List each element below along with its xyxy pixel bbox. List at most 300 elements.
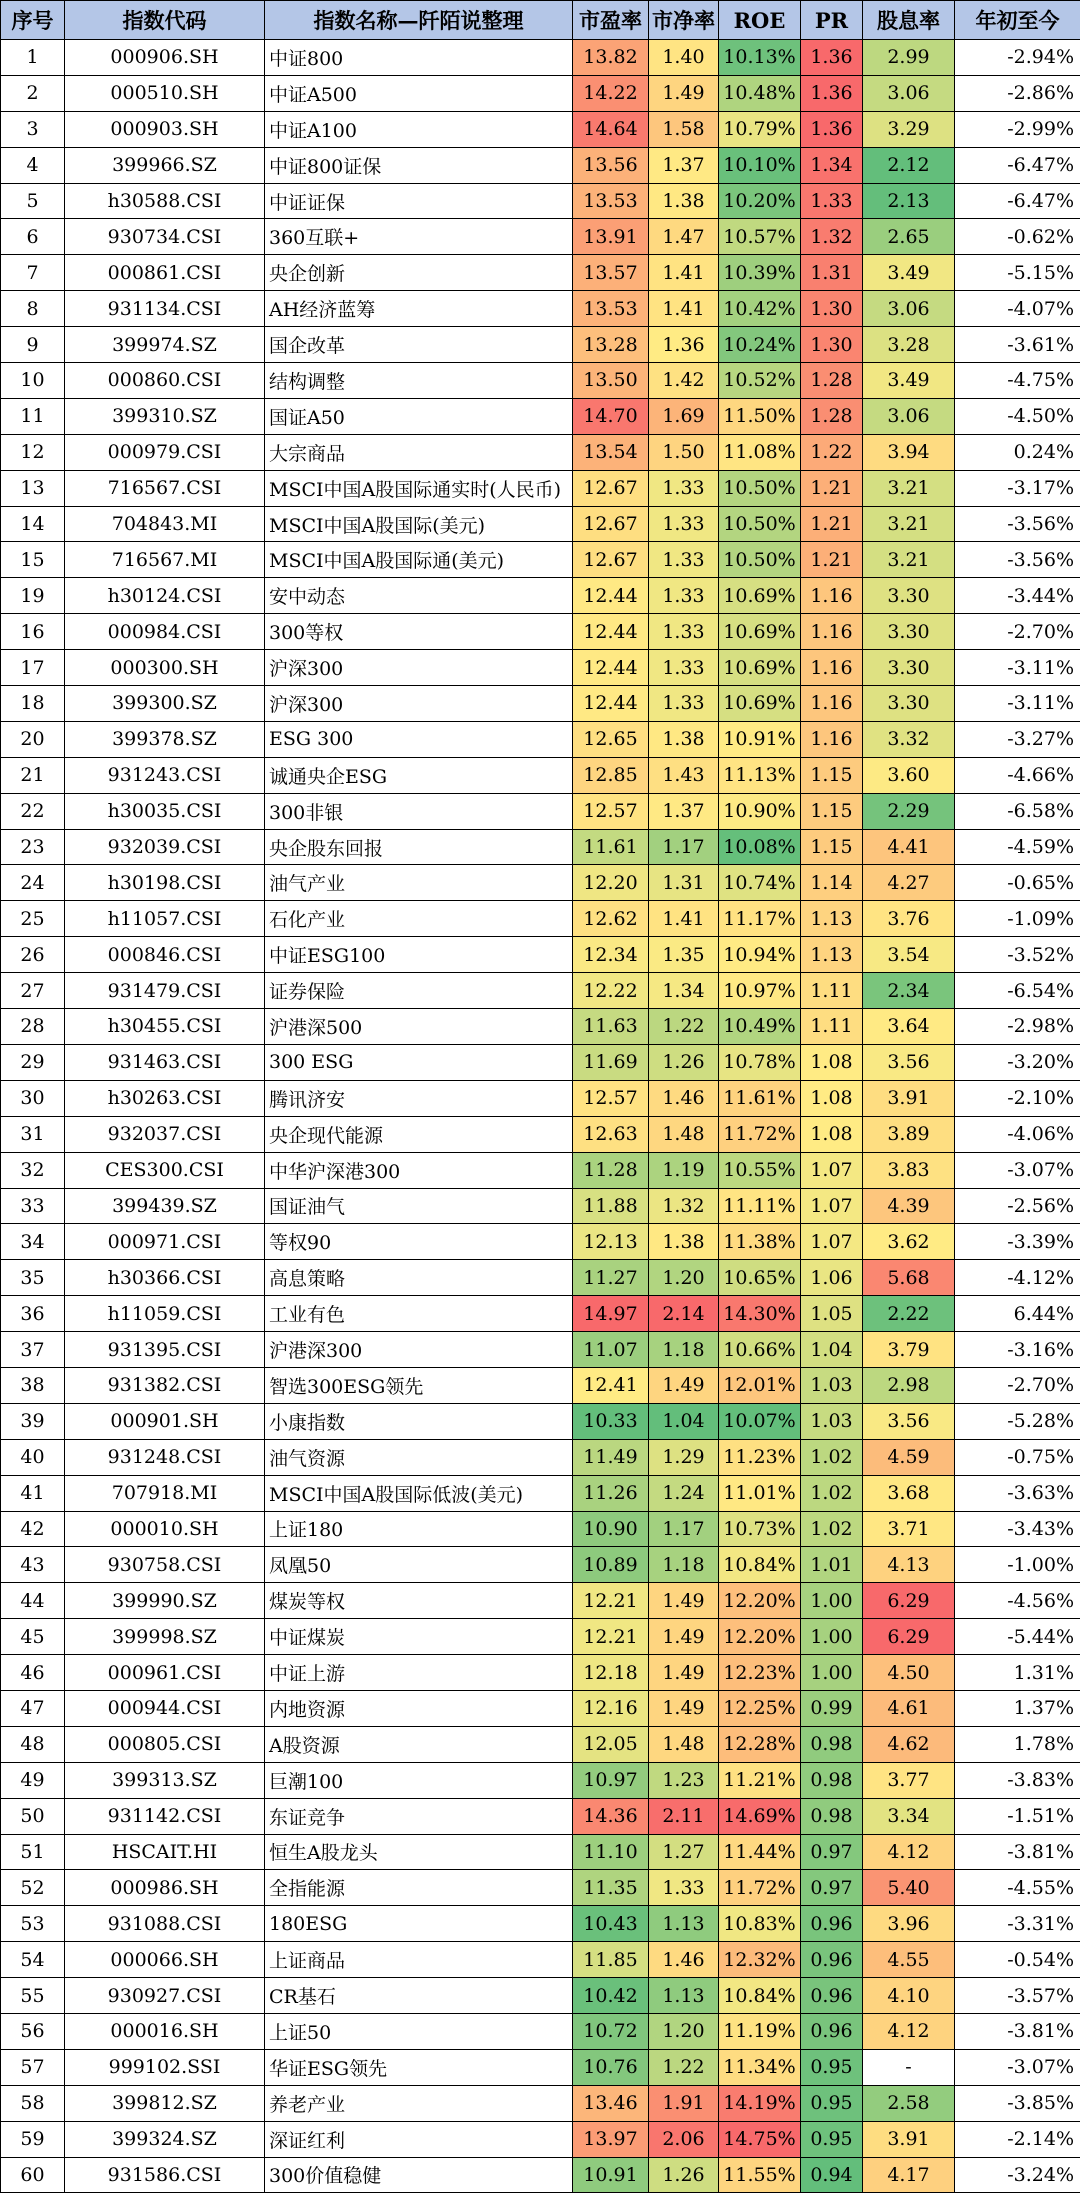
cell-dividend: 6.29 <box>863 1583 955 1619</box>
cell-name: 央企现代能源 <box>265 1116 573 1152</box>
header-pe: 市盈率 <box>573 1 649 40</box>
cell-ytd: -6.54% <box>955 973 1080 1009</box>
cell-dividend: 2.34 <box>863 973 955 1009</box>
cell-dividend: 3.21 <box>863 506 955 542</box>
cell-name: 恒生A股龙头 <box>265 1834 573 1870</box>
cell-pb: 1.33 <box>649 1870 719 1906</box>
cell-code: 399812.SZ <box>65 2085 265 2121</box>
cell-pe: 11.63 <box>573 1009 649 1045</box>
cell-dividend: 5.40 <box>863 1870 955 1906</box>
cell-pb: 1.19 <box>649 1152 719 1188</box>
cell-roe: 11.13% <box>719 757 801 793</box>
table-row <box>1 1583 1080 1619</box>
cell-pe: 13.56 <box>573 147 649 183</box>
cell-dividend: 3.21 <box>863 542 955 578</box>
cell-pr: 0.96 <box>801 1906 863 1942</box>
cell-pb: 1.41 <box>649 255 719 291</box>
cell-dividend: 3.91 <box>863 2121 955 2157</box>
cell-roe: 12.20% <box>719 1583 801 1619</box>
table-row <box>1 721 1080 757</box>
cell-ytd: -5.15% <box>955 255 1080 291</box>
cell-pr: 1.11 <box>801 973 863 1009</box>
table-row <box>1 1690 1080 1726</box>
cell-pr: 0.98 <box>801 1798 863 1834</box>
cell-name: 智选300ESG领先 <box>265 1367 573 1403</box>
cell-name: 中证800证保 <box>265 147 573 183</box>
cell-seq: 36 <box>1 1296 65 1332</box>
cell-dividend: 3.68 <box>863 1475 955 1511</box>
header-name: 指数名称—阡陌说整理 <box>265 1 573 40</box>
cell-seq: 22 <box>1 793 65 829</box>
cell-pb: 1.42 <box>649 363 719 399</box>
cell-name: ESG 300 <box>265 721 573 757</box>
cell-name: CR基石 <box>265 1978 573 2014</box>
cell-ytd: -4.50% <box>955 398 1080 434</box>
table-row <box>1 1798 1080 1834</box>
cell-dividend: 4.17 <box>863 2157 955 2193</box>
cell-name: 工业有色 <box>265 1296 573 1332</box>
cell-seq: 40 <box>1 1439 65 1475</box>
cell-pr: 1.16 <box>801 721 863 757</box>
cell-pe: 10.72 <box>573 2013 649 2049</box>
cell-code: 932039.CSI <box>65 829 265 865</box>
cell-code: 000971.CSI <box>65 1224 265 1260</box>
cell-ytd: -4.75% <box>955 363 1080 399</box>
cell-name: 央企股东回报 <box>265 829 573 865</box>
cell-ytd: -3.56% <box>955 506 1080 542</box>
cell-seq: 51 <box>1 1834 65 1870</box>
cell-dividend: 3.62 <box>863 1224 955 1260</box>
cell-ytd: 1.78% <box>955 1726 1080 1762</box>
cell-seq: 57 <box>1 2049 65 2085</box>
cell-name: 巨潮100 <box>265 1762 573 1798</box>
cell-pr: 1.06 <box>801 1260 863 1296</box>
cell-seq: 1 <box>1 40 65 76</box>
cell-seq: 12 <box>1 434 65 470</box>
cell-roe: 10.57% <box>719 219 801 255</box>
cell-pb: 1.13 <box>649 1906 719 1942</box>
cell-dividend: 3.96 <box>863 1906 955 1942</box>
cell-pr: 1.02 <box>801 1439 863 1475</box>
cell-roe: 10.79% <box>719 111 801 147</box>
cell-roe: 14.30% <box>719 1296 801 1332</box>
cell-code: h30366.CSI <box>65 1260 265 1296</box>
cell-ytd: -3.16% <box>955 1332 1080 1368</box>
cell-name: 中证800 <box>265 40 573 76</box>
cell-pb: 1.27 <box>649 1834 719 1870</box>
cell-pe: 12.85 <box>573 757 649 793</box>
table-row <box>1 757 1080 793</box>
cell-pr: 1.30 <box>801 327 863 363</box>
cell-seq: 60 <box>1 2157 65 2193</box>
table-row <box>1 1260 1080 1296</box>
cell-roe: 10.24% <box>719 327 801 363</box>
cell-seq: 58 <box>1 2085 65 2121</box>
cell-pr: 0.95 <box>801 2121 863 2157</box>
cell-pb: 2.11 <box>649 1798 719 1834</box>
cell-pb: 1.49 <box>649 1619 719 1655</box>
cell-ytd: -6.58% <box>955 793 1080 829</box>
table-body <box>1 40 1080 2193</box>
cell-roe: 10.52% <box>719 363 801 399</box>
cell-ytd: -4.06% <box>955 1116 1080 1152</box>
cell-pb: 1.33 <box>649 470 719 506</box>
table-row <box>1 829 1080 865</box>
table-row <box>1 973 1080 1009</box>
cell-pr: 1.02 <box>801 1511 863 1547</box>
cell-ytd: -0.54% <box>955 1942 1080 1978</box>
cell-dividend: 3.83 <box>863 1152 955 1188</box>
table-row <box>1 1834 1080 1870</box>
table-row <box>1 578 1080 614</box>
cell-seq: 37 <box>1 1332 65 1368</box>
table-row <box>1 1403 1080 1439</box>
cell-pe: 12.44 <box>573 650 649 686</box>
cell-ytd: -3.83% <box>955 1762 1080 1798</box>
cell-pr: 1.00 <box>801 1619 863 1655</box>
cell-roe: 10.42% <box>719 291 801 327</box>
cell-dividend: 6.29 <box>863 1619 955 1655</box>
cell-seq: 47 <box>1 1690 65 1726</box>
cell-pr: 0.97 <box>801 1870 863 1906</box>
cell-dividend: 4.55 <box>863 1942 955 1978</box>
cell-dividend: 3.30 <box>863 578 955 614</box>
table-row <box>1 1439 1080 1475</box>
cell-pb: 1.38 <box>649 721 719 757</box>
cell-name: 沪深300 <box>265 650 573 686</box>
cell-code: h30198.CSI <box>65 865 265 901</box>
cell-ytd: -2.56% <box>955 1188 1080 1224</box>
cell-ytd: -0.75% <box>955 1439 1080 1475</box>
cell-pe: 11.10 <box>573 1834 649 1870</box>
cell-roe: 11.23% <box>719 1439 801 1475</box>
cell-name: MSCI中国A股国际通(美元) <box>265 542 573 578</box>
cell-seq: 44 <box>1 1583 65 1619</box>
cell-pr: 1.36 <box>801 111 863 147</box>
table-row <box>1 327 1080 363</box>
cell-pr: 1.33 <box>801 183 863 219</box>
cell-roe: 11.01% <box>719 1475 801 1511</box>
table-row <box>1 147 1080 183</box>
cell-pe: 10.43 <box>573 1906 649 1942</box>
cell-code: 399439.SZ <box>65 1188 265 1224</box>
cell-dividend: 2.22 <box>863 1296 955 1332</box>
cell-name: MSCI中国A股国际低波(美元) <box>265 1475 573 1511</box>
cell-seq: 42 <box>1 1511 65 1547</box>
cell-roe: 10.50% <box>719 542 801 578</box>
cell-pb: 1.35 <box>649 937 719 973</box>
cell-pr: 1.05 <box>801 1296 863 1332</box>
cell-dividend: 3.29 <box>863 111 955 147</box>
cell-code: 931088.CSI <box>65 1906 265 1942</box>
cell-code: 000961.CSI <box>65 1655 265 1691</box>
cell-name: 证券保险 <box>265 973 573 1009</box>
table-row <box>1 2049 1080 2085</box>
cell-code: 000805.CSI <box>65 1726 265 1762</box>
cell-roe: 14.69% <box>719 1798 801 1834</box>
cell-code: 000944.CSI <box>65 1690 265 1726</box>
table-row <box>1 1475 1080 1511</box>
cell-pr: 1.07 <box>801 1188 863 1224</box>
table-row <box>1 650 1080 686</box>
cell-pr: 1.03 <box>801 1367 863 1403</box>
table-row <box>1 1044 1080 1080</box>
cell-dividend: 3.32 <box>863 721 955 757</box>
cell-pb: 1.18 <box>649 1547 719 1583</box>
cell-pb: 1.50 <box>649 434 719 470</box>
cell-roe: 11.38% <box>719 1224 801 1260</box>
cell-pr: 1.08 <box>801 1080 863 1116</box>
table-row <box>1 2121 1080 2157</box>
cell-name: 国证油气 <box>265 1188 573 1224</box>
cell-dividend: 3.60 <box>863 757 955 793</box>
cell-pe: 13.46 <box>573 2085 649 2121</box>
cell-pr: 1.30 <box>801 291 863 327</box>
cell-pe: 11.49 <box>573 1439 649 1475</box>
cell-ytd: -2.10% <box>955 1080 1080 1116</box>
cell-dividend: 3.06 <box>863 291 955 327</box>
table-row <box>1 183 1080 219</box>
cell-code: 399998.SZ <box>65 1619 265 1655</box>
table-row <box>1 1367 1080 1403</box>
cell-ytd: -2.94% <box>955 40 1080 76</box>
cell-ytd: -3.43% <box>955 1511 1080 1547</box>
cell-ytd: -3.81% <box>955 1834 1080 1870</box>
cell-roe: 10.84% <box>719 1547 801 1583</box>
cell-seq: 19 <box>1 578 65 614</box>
cell-pb: 1.26 <box>649 1044 719 1080</box>
cell-ytd: -5.28% <box>955 1403 1080 1439</box>
table-row <box>1 1870 1080 1906</box>
cell-code: 707918.MI <box>65 1475 265 1511</box>
cell-pr: 1.31 <box>801 255 863 291</box>
cell-pe: 12.63 <box>573 1116 649 1152</box>
cell-roe: 14.19% <box>719 2085 801 2121</box>
cell-name: 凤凰50 <box>265 1547 573 1583</box>
cell-pe: 12.34 <box>573 937 649 973</box>
cell-code: 399990.SZ <box>65 1583 265 1619</box>
cell-dividend: 2.12 <box>863 147 955 183</box>
cell-dividend: 4.13 <box>863 1547 955 1583</box>
cell-dividend: 3.49 <box>863 363 955 399</box>
cell-pe: 11.61 <box>573 829 649 865</box>
cell-dividend: 3.56 <box>863 1403 955 1439</box>
cell-name: MSCI中国A股国际(美元) <box>265 506 573 542</box>
table-row <box>1 1762 1080 1798</box>
cell-dividend: 3.30 <box>863 686 955 722</box>
cell-seq: 41 <box>1 1475 65 1511</box>
cell-seq: 11 <box>1 398 65 434</box>
cell-roe: 10.90% <box>719 793 801 829</box>
cell-pr: 0.96 <box>801 1942 863 1978</box>
cell-pr: 0.99 <box>801 1690 863 1726</box>
cell-roe: 10.69% <box>719 614 801 650</box>
cell-name: 300价值稳健 <box>265 2157 573 2193</box>
cell-roe: 10.20% <box>719 183 801 219</box>
cell-pe: 11.26 <box>573 1475 649 1511</box>
cell-pb: 1.33 <box>649 506 719 542</box>
cell-pb: 1.24 <box>649 1475 719 1511</box>
cell-name: 大宗商品 <box>265 434 573 470</box>
header-pr: PR <box>801 1 863 40</box>
cell-ytd: 6.44% <box>955 1296 1080 1332</box>
cell-roe: 10.49% <box>719 1009 801 1045</box>
cell-seq: 3 <box>1 111 65 147</box>
cell-pr: 1.02 <box>801 1475 863 1511</box>
cell-dividend: 4.12 <box>863 1834 955 1870</box>
table-row <box>1 75 1080 111</box>
cell-pb: 1.49 <box>649 75 719 111</box>
cell-name: 中证证保 <box>265 183 573 219</box>
cell-code: h30035.CSI <box>65 793 265 829</box>
cell-ytd: -2.99% <box>955 111 1080 147</box>
cell-pr: 1.08 <box>801 1044 863 1080</box>
cell-ytd: -3.63% <box>955 1475 1080 1511</box>
cell-roe: 11.17% <box>719 901 801 937</box>
cell-ytd: -3.31% <box>955 1906 1080 1942</box>
cell-roe: 10.07% <box>719 1403 801 1439</box>
cell-seq: 24 <box>1 865 65 901</box>
cell-name: 中证上游 <box>265 1655 573 1691</box>
cell-seq: 46 <box>1 1655 65 1691</box>
cell-code: 000903.SH <box>65 111 265 147</box>
cell-code: 000016.SH <box>65 2013 265 2049</box>
cell-pe: 12.44 <box>573 686 649 722</box>
table-row <box>1 1296 1080 1332</box>
cell-ytd: -2.14% <box>955 2121 1080 2157</box>
cell-ytd: -1.09% <box>955 901 1080 937</box>
cell-code: 716567.CSI <box>65 470 265 506</box>
cell-name: 煤炭等权 <box>265 1583 573 1619</box>
table-row <box>1 2013 1080 2049</box>
cell-pr: 1.22 <box>801 434 863 470</box>
cell-code: 399966.SZ <box>65 147 265 183</box>
cell-name: 央企创新 <box>265 255 573 291</box>
cell-code: 399313.SZ <box>65 1762 265 1798</box>
table-row <box>1 470 1080 506</box>
cell-pe: 10.91 <box>573 2157 649 2193</box>
cell-roe: 10.97% <box>719 973 801 1009</box>
cell-pe: 11.35 <box>573 1870 649 1906</box>
cell-roe: 10.91% <box>719 721 801 757</box>
cell-ytd: -4.56% <box>955 1583 1080 1619</box>
cell-name: 华证ESG领先 <box>265 2049 573 2085</box>
cell-roe: 11.61% <box>719 1080 801 1116</box>
cell-pb: 1.33 <box>649 686 719 722</box>
cell-name: 等权90 <box>265 1224 573 1260</box>
table-row <box>1 1942 1080 1978</box>
cell-seq: 15 <box>1 542 65 578</box>
cell-pb: 1.23 <box>649 1762 719 1798</box>
cell-seq: 6 <box>1 219 65 255</box>
cell-roe: 10.50% <box>719 470 801 506</box>
cell-pe: 13.53 <box>573 291 649 327</box>
cell-pe: 12.65 <box>573 721 649 757</box>
cell-pr: 1.15 <box>801 757 863 793</box>
cell-name: 诚通央企ESG <box>265 757 573 793</box>
cell-pr: 1.00 <box>801 1583 863 1619</box>
cell-pe: 12.13 <box>573 1224 649 1260</box>
cell-roe: 11.34% <box>719 2049 801 2085</box>
cell-dividend: 4.41 <box>863 829 955 865</box>
cell-pe: 12.20 <box>573 865 649 901</box>
cell-ytd: 1.37% <box>955 1690 1080 1726</box>
cell-pb: 1.49 <box>649 1367 719 1403</box>
cell-roe: 11.72% <box>719 1116 801 1152</box>
cell-ytd: 0.24% <box>955 434 1080 470</box>
cell-dividend: 2.29 <box>863 793 955 829</box>
cell-code: 000979.CSI <box>65 434 265 470</box>
cell-name: 中证A100 <box>265 111 573 147</box>
table-row <box>1 1511 1080 1547</box>
cell-code: 399310.SZ <box>65 398 265 434</box>
cell-pb: 1.46 <box>649 1080 719 1116</box>
table-row <box>1 1726 1080 1762</box>
cell-pb: 1.32 <box>649 1188 719 1224</box>
table-row <box>1 686 1080 722</box>
cell-seq: 56 <box>1 2013 65 2049</box>
table-row <box>1 1116 1080 1152</box>
cell-roe: 10.94% <box>719 937 801 973</box>
cell-seq: 33 <box>1 1188 65 1224</box>
cell-pe: 12.57 <box>573 1080 649 1116</box>
cell-pr: 1.21 <box>801 542 863 578</box>
cell-pe: 10.90 <box>573 1511 649 1547</box>
cell-seq: 16 <box>1 614 65 650</box>
cell-dividend: 3.76 <box>863 901 955 937</box>
cell-roe: 11.11% <box>719 1188 801 1224</box>
cell-code: CES300.CSI <box>65 1152 265 1188</box>
cell-seq: 28 <box>1 1009 65 1045</box>
cell-name: A股资源 <box>265 1726 573 1762</box>
cell-roe: 14.75% <box>719 2121 801 2157</box>
cell-name: 结构调整 <box>265 363 573 399</box>
cell-dividend: 2.13 <box>863 183 955 219</box>
cell-code: 000860.CSI <box>65 363 265 399</box>
table-row <box>1 865 1080 901</box>
cell-dividend: 3.56 <box>863 1044 955 1080</box>
table-row <box>1 542 1080 578</box>
cell-pb: 1.46 <box>649 1942 719 1978</box>
cell-seq: 9 <box>1 327 65 363</box>
cell-pb: 1.17 <box>649 1511 719 1547</box>
cell-pr: 0.96 <box>801 1978 863 2014</box>
cell-roe: 10.13% <box>719 40 801 76</box>
cell-ytd: -4.66% <box>955 757 1080 793</box>
cell-name: 上证商品 <box>265 1942 573 1978</box>
cell-pr: 1.28 <box>801 398 863 434</box>
cell-code: 000846.CSI <box>65 937 265 973</box>
cell-dividend: 3.54 <box>863 937 955 973</box>
cell-roe: 10.08% <box>719 829 801 865</box>
cell-roe: 11.55% <box>719 2157 801 2193</box>
cell-seq: 55 <box>1 1978 65 2014</box>
cell-pr: 0.96 <box>801 2013 863 2049</box>
header-row <box>1 1 1080 40</box>
cell-pb: 1.18 <box>649 1332 719 1368</box>
cell-pb: 1.20 <box>649 2013 719 2049</box>
cell-code: h30588.CSI <box>65 183 265 219</box>
cell-roe: 12.23% <box>719 1655 801 1691</box>
cell-roe: 12.32% <box>719 1942 801 1978</box>
cell-name: 沪深300 <box>265 686 573 722</box>
cell-pe: 12.44 <box>573 578 649 614</box>
cell-dividend: 4.39 <box>863 1188 955 1224</box>
cell-ytd: -0.62% <box>955 219 1080 255</box>
cell-seq: 31 <box>1 1116 65 1152</box>
cell-roe: 11.21% <box>719 1762 801 1798</box>
cell-pb: 1.47 <box>649 219 719 255</box>
